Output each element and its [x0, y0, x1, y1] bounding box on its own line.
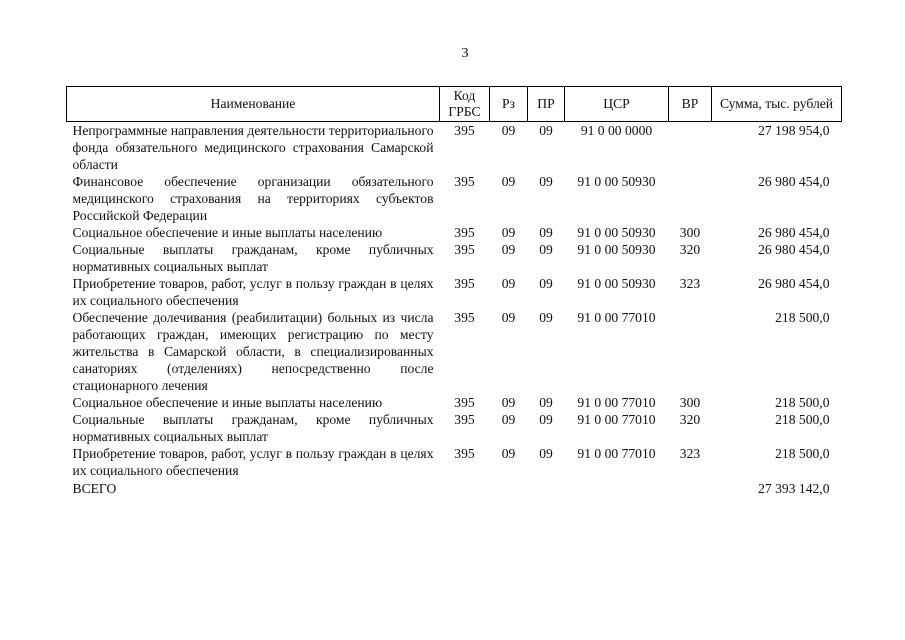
row-grbs: 395 — [454, 123, 475, 138]
header-csr: ЦСР — [565, 87, 669, 122]
row-rz: 09 — [501, 446, 516, 461]
row-grbs: 395 — [454, 225, 475, 240]
total-sum: 27 393 142,0 — [758, 481, 830, 496]
row-grbs: 395 — [454, 174, 475, 189]
row-csr: 91 0 00 77010 — [577, 412, 656, 427]
total-row — [67, 479, 842, 497]
row-csr: 91 0 00 50930 — [577, 174, 656, 189]
row-name: Финансовое обеспечение организации обязательного медицинского страхования на территориях субъектов Российской Федерации — [72, 174, 434, 223]
row-name: Социальные выплаты гражданам, кроме публичных нормативных социальных выплат — [72, 242, 434, 274]
row-pr: 09 — [539, 174, 553, 189]
row-pr: 09 — [539, 276, 553, 291]
row-csr: 91 0 00 50930 — [577, 225, 656, 240]
row-pr: 09 — [539, 446, 553, 461]
table-row — [67, 394, 842, 411]
row-name: Социальные выплаты гражданам, кроме публичных нормативных социальных выплат — [72, 412, 434, 444]
row-pr: 09 — [539, 225, 553, 240]
header-rz: Рз — [490, 87, 528, 122]
header-pr: ПР — [528, 87, 565, 122]
budget-table — [66, 86, 842, 497]
row-vr: 300 — [679, 225, 701, 240]
header-vr: ВР — [669, 87, 712, 122]
row-grbs: 395 — [454, 446, 475, 461]
table-row — [67, 122, 842, 174]
header-name: Наименование — [67, 87, 440, 122]
row-vr: 323 — [679, 276, 701, 291]
row-grbs: 395 — [454, 242, 475, 257]
row-rz: 09 — [501, 412, 516, 427]
row-sum: 218 500,0 — [775, 310, 830, 325]
row-name: Обеспечение долечивания (реабилитации) больных из числа работающих граждан, имеющих регистрацию по месту жительства в Самарской области, в специализированных санаториях (отделениях) непосредственно после стационарного лечения — [72, 310, 434, 393]
row-vr: 320 — [679, 242, 701, 257]
row-sum: 27 198 954,0 — [758, 123, 830, 138]
row-csr: 91 0 00 77010 — [577, 310, 656, 325]
row-pr: 09 — [539, 123, 553, 138]
table-header-row — [67, 87, 842, 122]
row-name: Непрограммные направления деятельности территориального фонда обязательного медицинского страхования Самарской области — [72, 123, 434, 172]
row-pr: 09 — [539, 412, 553, 427]
row-sum: 26 980 454,0 — [758, 225, 830, 240]
row-pr: 09 — [539, 310, 553, 325]
row-rz: 09 — [501, 225, 516, 240]
row-csr: 91 0 00 77010 — [577, 395, 656, 410]
row-rz: 09 — [501, 174, 516, 189]
row-pr: 09 — [539, 242, 553, 257]
table-row — [67, 224, 842, 241]
row-vr: 320 — [679, 412, 701, 427]
row-csr: 91 0 00 50930 — [577, 242, 656, 257]
page-number: 3 — [461, 46, 469, 61]
table-row — [67, 275, 842, 309]
row-sum: 218 500,0 — [775, 412, 830, 427]
row-rz: 09 — [501, 310, 516, 325]
row-grbs: 395 — [454, 310, 475, 325]
header-grbs: Код ГРБС — [440, 87, 490, 122]
row-rz: 09 — [501, 242, 516, 257]
row-name: Приобретение товаров, работ, услуг в пользу граждан в целях их социального обеспечения — [72, 276, 434, 308]
total-label: ВСЕГО — [72, 481, 117, 496]
row-grbs: 395 — [454, 276, 475, 291]
row-sum: 218 500,0 — [775, 446, 830, 461]
row-vr: 300 — [679, 395, 701, 410]
row-name: Социальное обеспечение и иные выплаты населению — [72, 225, 383, 240]
row-vr — [669, 309, 712, 394]
table-row — [67, 411, 842, 445]
row-rz: 09 — [501, 276, 516, 291]
row-rz: 09 — [501, 395, 516, 410]
row-csr: 91 0 00 77010 — [577, 446, 656, 461]
row-sum: 26 980 454,0 — [758, 276, 830, 291]
row-csr: 91 0 00 0000 — [580, 123, 653, 138]
row-sum: 26 980 454,0 — [758, 242, 830, 257]
row-csr: 91 0 00 50930 — [577, 276, 656, 291]
row-vr: 323 — [679, 446, 701, 461]
row-vr — [669, 122, 712, 174]
row-grbs: 395 — [454, 395, 475, 410]
table-row — [67, 445, 842, 479]
row-sum: 26 980 454,0 — [758, 174, 830, 189]
table-row — [67, 241, 842, 275]
row-sum: 218 500,0 — [775, 395, 830, 410]
header-sum: Сумма, тыс. рублей — [712, 87, 842, 122]
table-row — [67, 173, 842, 224]
table-row — [67, 309, 842, 394]
row-vr — [669, 173, 712, 224]
row-rz: 09 — [501, 123, 516, 138]
row-pr: 09 — [539, 395, 553, 410]
row-grbs: 395 — [454, 412, 475, 427]
row-name: Социальное обеспечение и иные выплаты населению — [72, 395, 383, 410]
row-name: Приобретение товаров, работ, услуг в пользу граждан в целях их социального обеспечения — [72, 446, 434, 478]
